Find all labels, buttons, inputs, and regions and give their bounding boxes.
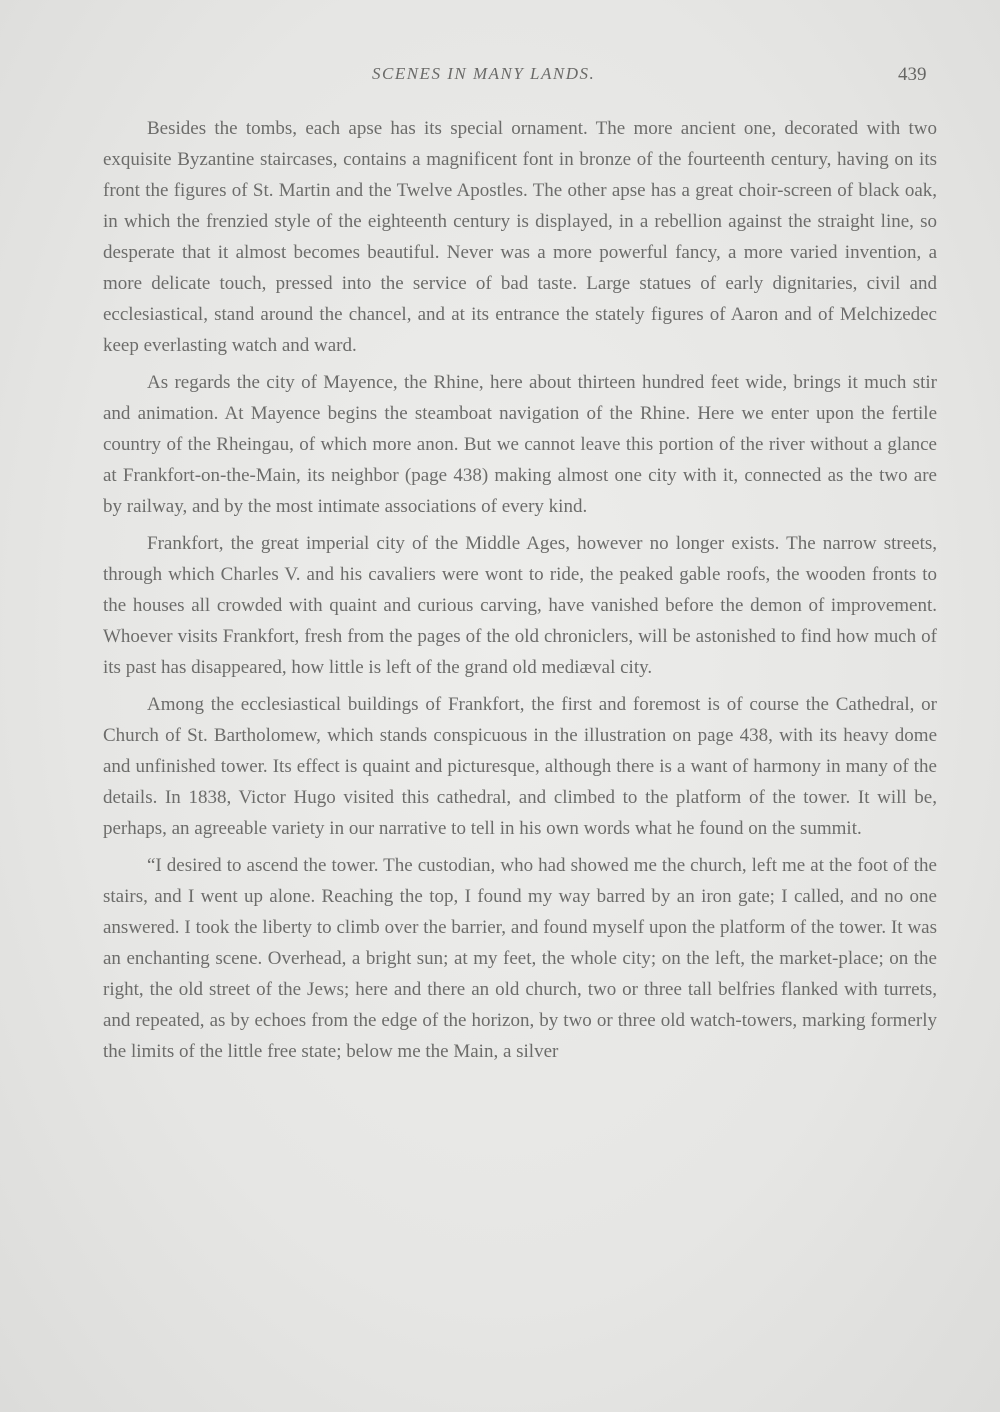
running-title: SCENES IN MANY LANDS. [372,64,596,83]
paragraph-mayence: As regards the city of Mayence, the Rhine, here about thirteen hundred feet wide, brings it much stir and animation. At Mayence begins the steamboat navigation of the Rhine. Here we enter upon the fertile country of the Rheingau, of which more anon. But we cannot leave this portion of the river without a glance at Frankfort-on-the-Main, its neighbor (page 438) making almost one city with it, connected as the two are by railway, and by the most intimate associations of every kind. [103,372,937,517]
running-header [0,64,1000,94]
body-text [103,113,937,1067]
paragraph-apse-ornaments: Besides the tombs, each apse has its special ornament. The more ancient one, decorated with two exquisite Byzantine staircases, contains a magnificent font in bronze of the fourteenth century, having on its front the figures of St. Martin and the Twelve Apostles. The other apse has a great choir-screen of black oak, in which the frenzied style of the eighteenth century is displayed, in a rebellion against the straight line, so desperate that it almost becomes beautiful. Never was a more powerful fancy, a more varied invention, a more delicate touch, pressed into the service of bad taste. Large statues of early dignitaries, civil and ecclesiastical, stand around the chancel, and at its entrance the stately figures of Aaron and of Melchizedec keep everlasting watch and ward. [103,118,937,356]
paragraph-cathedral: Among the ecclesiastical buildings of Frankfort, the first and foremost is of course the Cathedral, or Church of St. Bartholomew, which stands conspicuous in the illustration on page 438, with its heavy dome and unfinished tower. Its effect is quaint and picturesque, although there is a want of harmony in many of the details. In 1838, Victor Hugo visited this cathedral, and climbed to the platform of the tower. It will be, perhaps, an agreeable variety in our narrative to tell in his own words what he found on the summit. [103,694,937,839]
page-number: 439 [898,64,927,85]
paragraph-hugo-quote: “I desired to ascend the tower. The custodian, who had showed me the church, left me at the foot of the stairs, and I went up alone. Reaching the top, I found my way barred by an iron gate; I called, and no one answered. I took the liberty to climb over the barrier, and found myself upon the platform of the tower. It was an enchanting scene. Overhead, a bright sun; at my feet, the whole city; on the left, the market-place; on the right, the old street of the Jews; here and there an old church, two or three tall belfries flanked with turrets, and repeated, as by echoes from the edge of the horizon, by two or three old watch-towers, marking formerly the limits of the little free state; below me the Main, a silver [103,855,937,1062]
paragraph-frankfort: Frankfort, the great imperial city of the Middle Ages, however no longer exists. The narrow streets, through which Charles V. and his cavaliers were wont to ride, the peaked gable roofs, the wooden fronts to the houses all crowded with quaint and curious carving, have vanished before the demon of improvement. Whoever visits Frankfort, fresh from the pages of the old chroniclers, will be astonished to find how much of its past has disappeared, how little is left of the grand old mediæval city. [103,533,937,678]
